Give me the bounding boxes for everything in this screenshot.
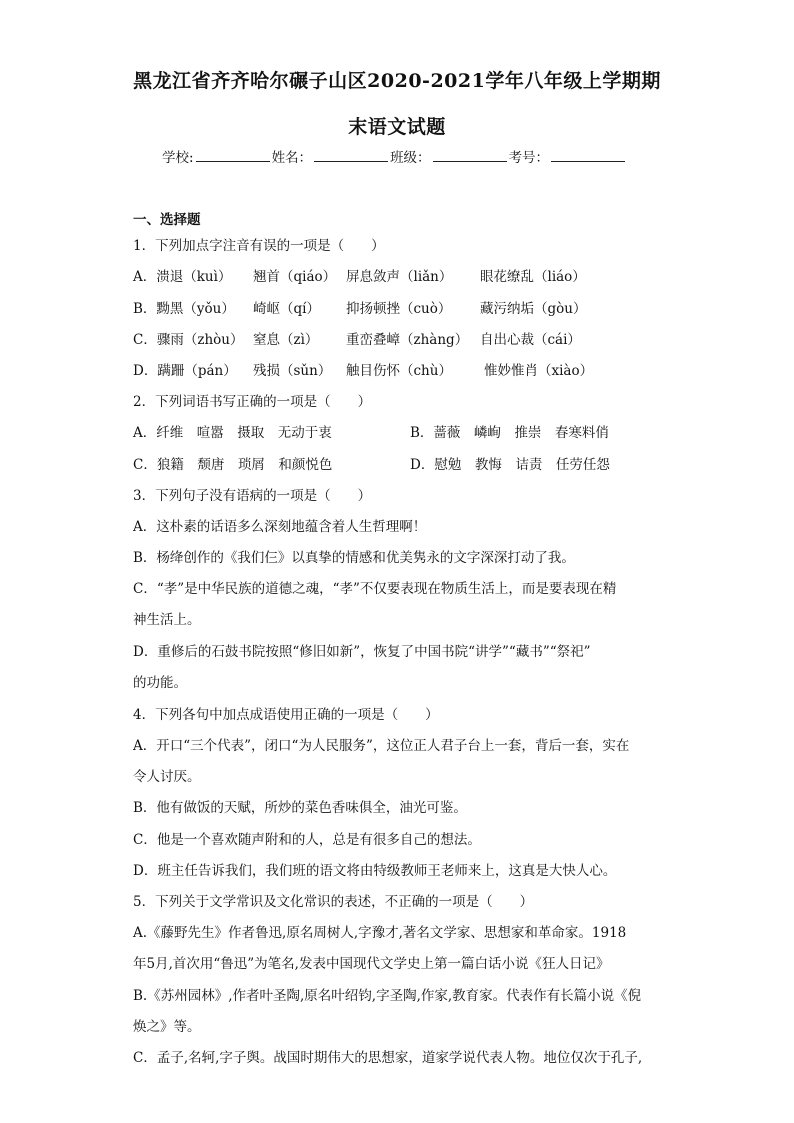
q5-option-a-line2: 年5月,首次用“鲁迅”为笔名,发表中国现代文学史上第一篇白话小说《狂人日记》: [133, 956, 610, 972]
q2-option-c: C．狼籍 颓唐 琐屑 和颜悦色: [133, 457, 333, 473]
class-blank[interactable]: [433, 147, 507, 162]
class-label: 班级：: [390, 150, 431, 166]
q1-option-a-1: A．溃退（kuì）: [133, 269, 232, 285]
q3-option-b: B．杨绛创作的《我们仨》以真挚的情感和优美隽永的文字深深打动了我。: [133, 550, 575, 566]
q5-option-a-line1: A.《藤野先生》作者鲁迅,原名周树人,字豫才,著名文学家、思想家和革命家。1918: [133, 925, 627, 941]
student-info-row: [162, 146, 627, 166]
q4-option-a-line1: A．开口“三个代表”，闭口“为人民服务”，这位正人君子台上一套，背后一套，实在: [133, 738, 630, 754]
school-label: 学校:: [162, 150, 194, 166]
q1-option-d-4: 惟妙惟肖（xiào）: [484, 363, 594, 379]
number-label: 考号：: [508, 150, 550, 166]
q1-option-c-1: C．骤雨（zhòu）: [133, 332, 244, 348]
q2-option-b: B．蔷薇 嶙峋 推崇 春寒料俏: [410, 425, 609, 441]
q1-option-c-2: 窒息（zì）: [253, 332, 319, 348]
q3-stem: 3．下列句子没有语病的一项是（ ）: [133, 488, 372, 504]
q4-stem: 4．下列各句中加点成语使用正确的一项是（ ）: [133, 707, 439, 723]
q4-option-c: C．他是一个喜欢随声附和的人，总是有很多自己的想法。: [133, 832, 481, 848]
q2-option-d: D．慰勉 教悔 诘责 任劳任怨: [410, 457, 610, 473]
q1-option-a-4: 眼花缭乱（liáo）: [480, 269, 586, 285]
q1-option-c-3: 重峦叠嶂（zhàng）: [346, 332, 469, 348]
section-heading: 一、选择题: [133, 212, 201, 228]
q1-option-a-3: 屏息敛声（liǎn）: [346, 269, 453, 285]
q3-option-a: A．这朴素的话语多么深刻地蕴含着人生哲理啊！: [133, 519, 427, 535]
name-label: 姓名：: [271, 150, 313, 166]
name-blank[interactable]: [314, 147, 388, 162]
exam-title-line2: 末语文试题: [348, 116, 446, 138]
q1-option-b-4: 藏污纳垢（gòu）: [480, 301, 587, 317]
q1-option-b-3: 抑扬顿挫（cuò）: [346, 301, 452, 317]
q1-option-d-2: 残损（sǔn）: [253, 363, 332, 379]
q1-option-c-4: 自出心裁（cái）: [480, 332, 581, 348]
number-blank[interactable]: [551, 147, 625, 162]
q5-option-b-line2: 焕之》等。: [133, 1019, 201, 1035]
school-blank[interactable]: [196, 147, 270, 162]
q3-option-c-line2: 神生活上。: [133, 612, 201, 628]
q4-option-d: D．班主任告诉我们，我们班的语文将由特级教师王老师来上，这真是大快人心。: [133, 863, 617, 879]
q3-option-d-line1: D．重修后的石鼓书院按照“修旧如新”，恢复了中国书院“讲学”“藏书”“祭祀”: [133, 644, 591, 660]
q1-option-b-2: 崎岖（qí）: [253, 301, 320, 317]
q5-option-c-line1: C．孟子,名轲,字子舆。战国时期伟大的思想家，道家学说代表人物。地位仅次于孔子,: [133, 1050, 643, 1066]
q1-option-d-1: D．蹒跚（pán）: [133, 363, 237, 379]
q1-stem: 1．下列加点字注音有误的一项是（ ）: [133, 238, 385, 254]
q1-option-d-3: 触目伤怀（chù）: [346, 363, 452, 379]
q5-option-b-line1: B.《苏州园林》,作者叶圣陶,原名叶绍钧,字圣陶,作家,教育家。代表作有长篇小说《倪: [133, 988, 642, 1004]
exam-title-line1: 黑龙江省齐齐哈尔碾子山区2020-2021学年八年级上学期期: [133, 70, 661, 92]
q2-option-a: A．纤维 喧嚣 摄取 无动于衷: [133, 425, 332, 441]
q3-option-d-line2: 的功能。: [133, 675, 187, 691]
q1-option-b-1: B．黝黑（yǒu）: [133, 301, 235, 317]
q2-stem: 2．下列词语书写正确的一项是（ ）: [133, 394, 372, 410]
q5-stem: 5．下列关于文学常识及文化常识的表述，不正确的一项是（ ）: [133, 894, 534, 910]
q3-option-c-line1: C．“孝”是中华民族的道德之魂，“孝”不仅要表现在物质生活上，而是要表现在精: [133, 581, 617, 597]
q4-option-a-line2: 令人讨厌。: [133, 769, 201, 785]
q4-option-b: B．他有做饭的天赋，所炒的菜色香味俱全，油光可鉴。: [133, 800, 467, 816]
q1-option-a-2: 翘首（qiáo）: [253, 269, 337, 285]
